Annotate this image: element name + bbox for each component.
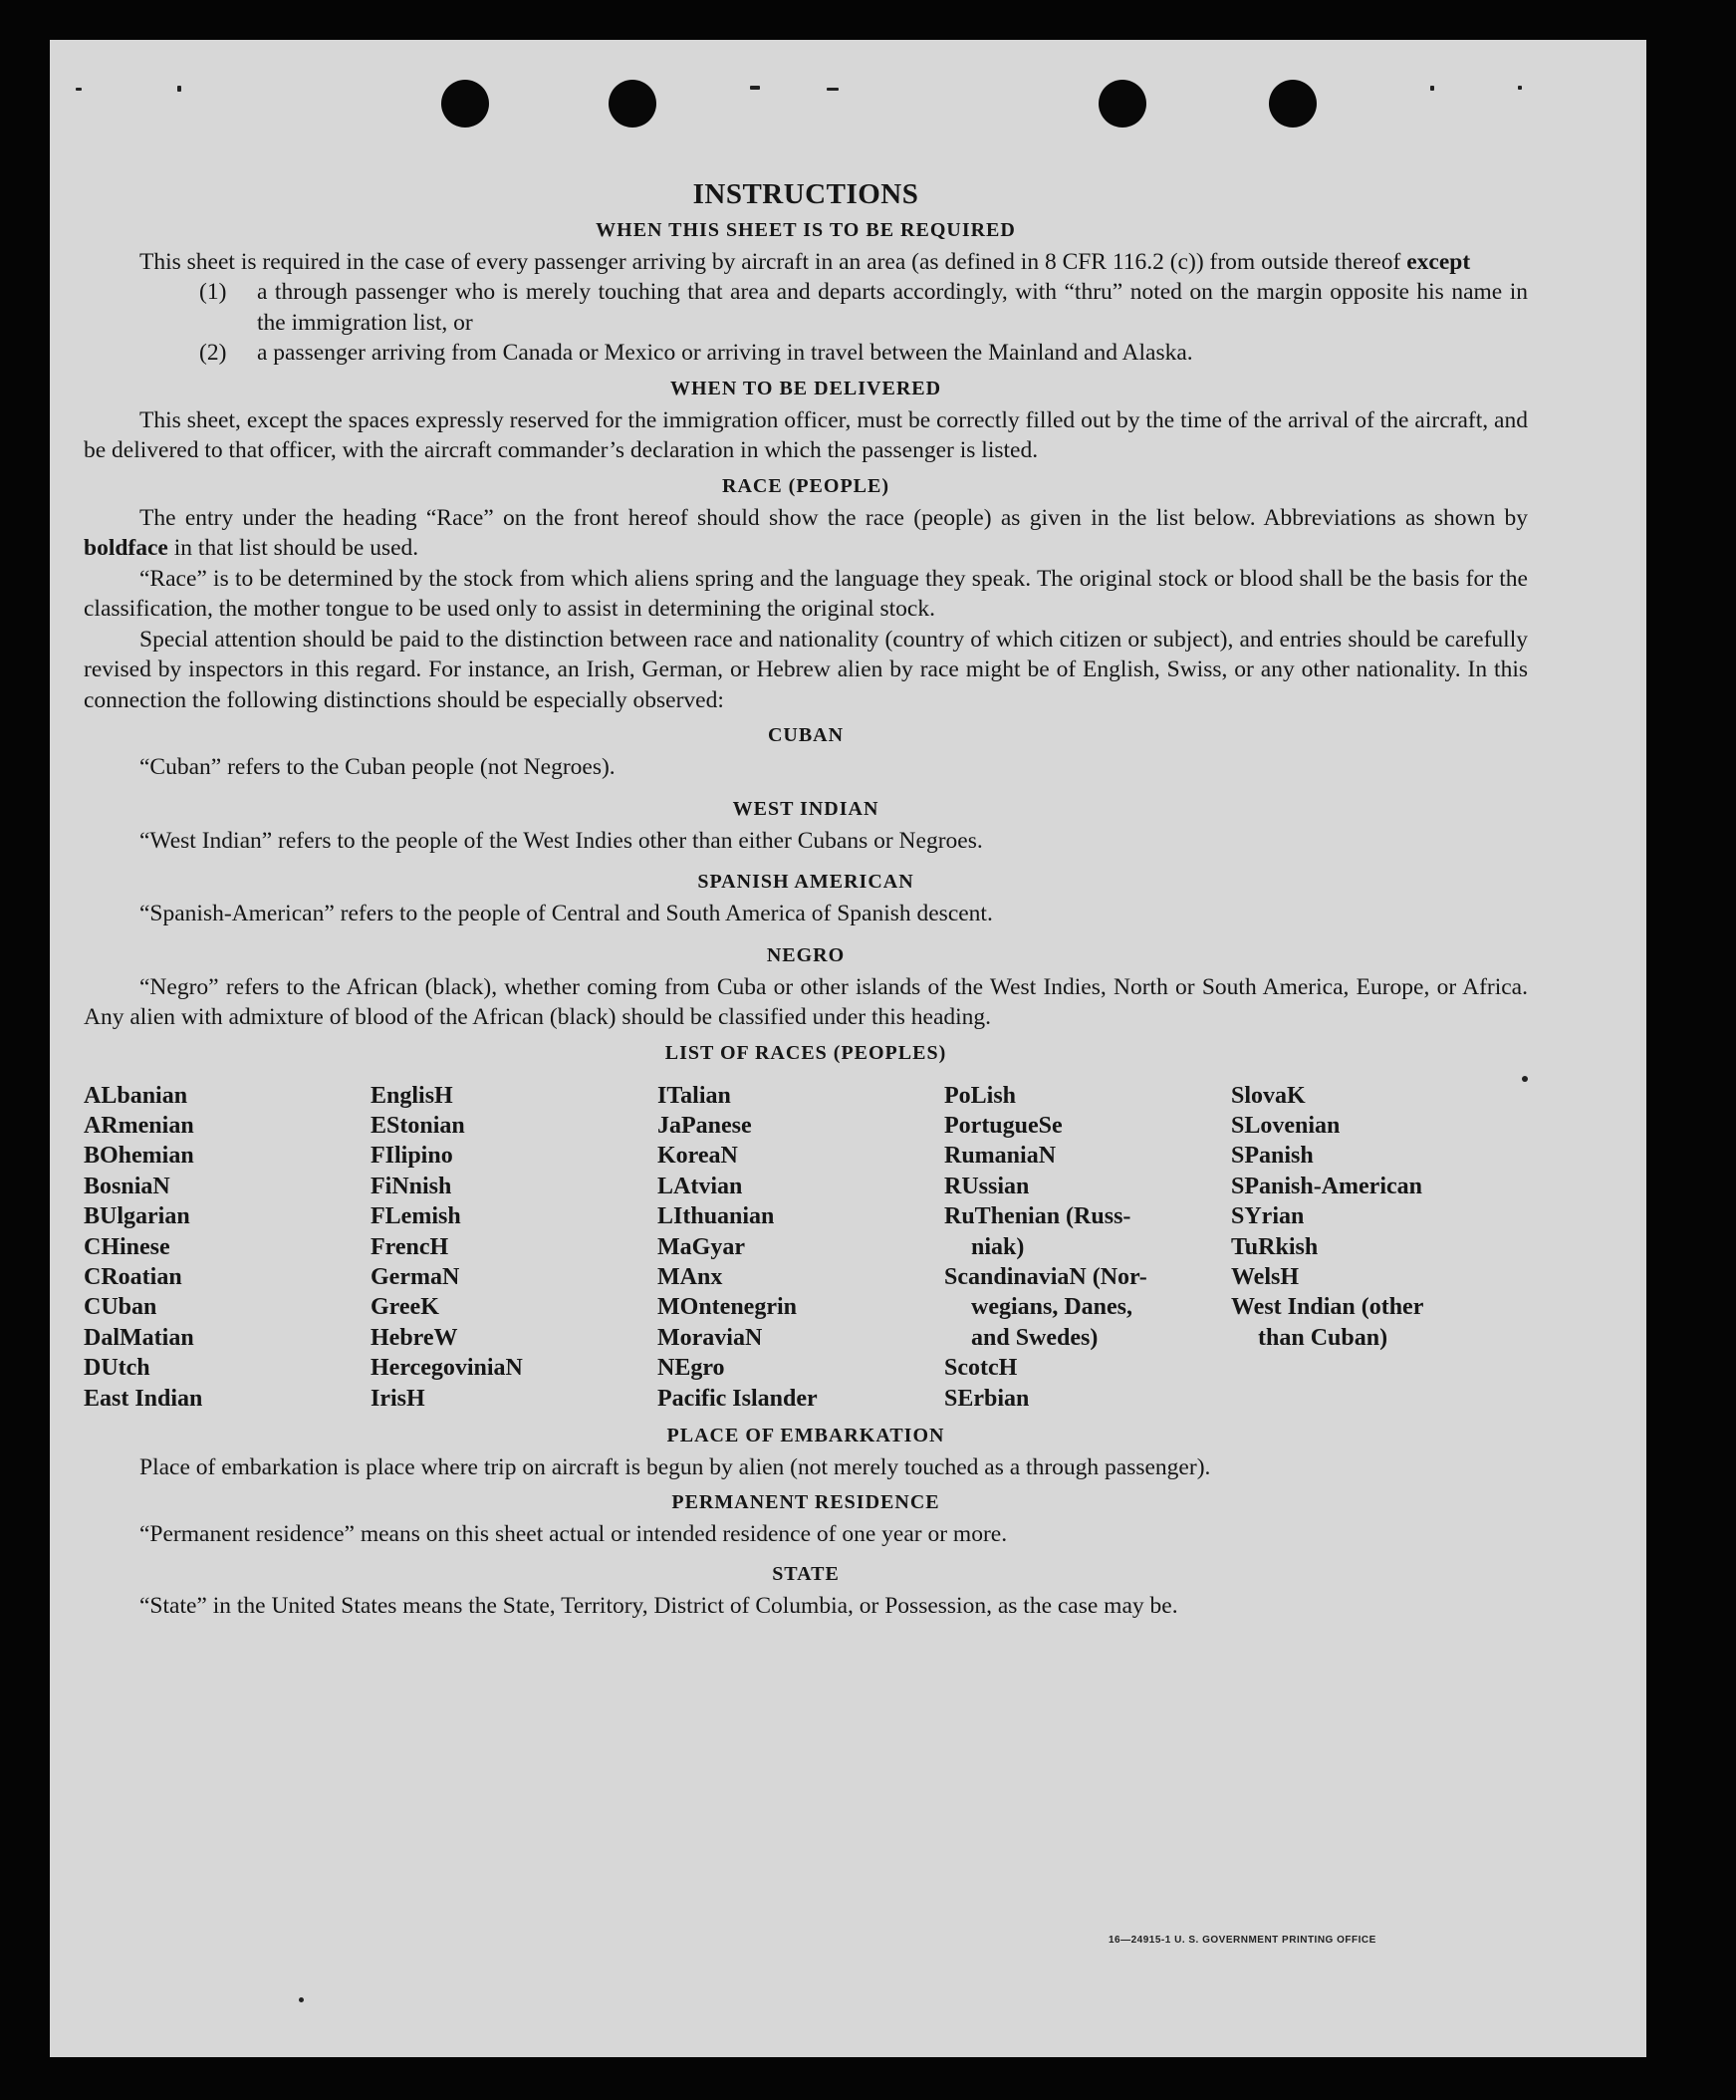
race-entry: BOhemian xyxy=(84,1143,194,1170)
embarkation-text: Place of embarkation is place where trip on aircraft is begun by alien (not merely touched as a through passenger). xyxy=(139,1453,1211,1480)
speck xyxy=(76,88,82,91)
punch-hole xyxy=(609,80,656,128)
race-entry: MoraviaN xyxy=(657,1324,763,1351)
race-entry: West Indian (other xyxy=(1231,1294,1424,1321)
heading-west-indian: WEST INDIAN xyxy=(732,797,879,820)
heading-required: WHEN THIS SHEET IS TO BE REQUIRED xyxy=(596,218,1016,241)
required-intro-text: This sheet is required in the case of every passenger arriving by aircraft in an area (as defined in 8 CFR 116.2 (c)) from outside thereof xyxy=(139,248,1401,275)
race-entry: NEgro xyxy=(657,1355,725,1382)
race-entry: FLemish xyxy=(371,1203,461,1230)
race-entry: ScandinaviaN (Nor- xyxy=(944,1263,1147,1290)
race-entry: RumaniaN xyxy=(944,1143,1057,1170)
spanish-american-text: “Spanish-American” refers to the people of Central and South America of Spanish descent. xyxy=(139,901,993,926)
race-entry: EnglisH xyxy=(371,1082,453,1109)
race-entry: LAtvian xyxy=(657,1173,743,1199)
race-entry: LIthuanian xyxy=(657,1203,775,1230)
race-entry: niak) xyxy=(971,1233,1025,1260)
races-column xyxy=(371,1081,657,1414)
race-entry: WelsH xyxy=(1231,1263,1300,1290)
race-entry: SYrian xyxy=(1231,1203,1305,1230)
race-entry: BosniaN xyxy=(84,1173,170,1199)
heading-state: STATE xyxy=(772,1562,840,1585)
state-text: “State” in the United States means the State, Territory, District of Columbia, or Possession, as the case may be. xyxy=(139,1592,1178,1619)
cuban-text: “Cuban” refers to the Cuban people (not Negroes). xyxy=(139,754,616,780)
race-entry: RUssian xyxy=(944,1173,1030,1199)
page-title: INSTRUCTIONS xyxy=(692,178,919,210)
race-entry: MaGyar xyxy=(657,1233,745,1260)
heading-negro: NEGRO xyxy=(766,943,846,966)
heading-race: RACE (PEOPLE) xyxy=(722,474,889,497)
item-text: a through passenger who is merely touching that area and departs accordingly, with “thru” noted on the margin opposite his name in the immigration list, or xyxy=(257,279,1528,336)
residence-text: “Permanent residence” means on this sheet actual or intended residence of one year or more. xyxy=(139,1521,1008,1548)
race-entry: East Indian xyxy=(84,1385,203,1412)
item-text: a passenger arriving from Canada or Mexico or arriving in travel between the Mainland and Alaska. xyxy=(257,340,1193,366)
race-entry: MAnx xyxy=(657,1263,723,1290)
item-number: (2) xyxy=(199,340,227,366)
race-entry: Pacific Islander xyxy=(657,1385,818,1412)
document-page xyxy=(50,40,1646,2057)
race-entry: HercegoviniaN xyxy=(371,1355,523,1382)
speck xyxy=(177,86,181,92)
race-entry: ITalian xyxy=(657,1082,731,1109)
race-entry: GreeK xyxy=(371,1294,439,1321)
races-list xyxy=(84,1081,1528,1414)
race-entry: JaPanese xyxy=(657,1112,752,1139)
races-column xyxy=(944,1081,1231,1414)
race-entry: DUtch xyxy=(84,1355,150,1382)
race-entry: SPanish xyxy=(1231,1143,1314,1170)
race-p1-bold: boldface xyxy=(84,535,168,561)
race-entry: MOntenegrin xyxy=(657,1294,797,1321)
race-entry: KoreaN xyxy=(657,1143,738,1170)
race-entry: BUlgarian xyxy=(84,1203,190,1230)
race-entry: FIlipino xyxy=(371,1143,453,1170)
speck xyxy=(1430,86,1434,91)
race-entry: SErbian xyxy=(944,1385,1030,1412)
race-entry: SPanish-American xyxy=(1231,1173,1422,1199)
heading-embarkation: PLACE OF EMBARKATION xyxy=(666,1424,945,1446)
speck xyxy=(827,88,839,91)
speck xyxy=(299,1997,304,2002)
race-paragraph-1 xyxy=(84,503,1528,564)
race-entry: wegians, Danes, xyxy=(971,1294,1133,1321)
race-entry: CUban xyxy=(84,1294,157,1321)
race-entry: and Swedes) xyxy=(971,1324,1099,1351)
item-number: (1) xyxy=(199,279,227,305)
races-column xyxy=(657,1081,944,1414)
negro-text: “Negro” refers to the African (black), whether coming from Cuba or other islands of the West Indies, North or South America, Europe, or Africa. Any alien with admixture of blood of the African (black) should be classified under this heading. xyxy=(84,973,1528,1030)
race-entry: ScotcH xyxy=(944,1355,1018,1382)
heading-delivered: WHEN TO BE DELIVERED xyxy=(669,377,942,399)
race-entry: than Cuban) xyxy=(1258,1324,1388,1351)
punch-hole xyxy=(441,80,489,128)
list-item xyxy=(84,277,1528,338)
race-entry: FrencH xyxy=(371,1233,449,1260)
race-entry: PoLish xyxy=(944,1082,1017,1109)
heading-cuban: CUBAN xyxy=(767,724,845,746)
heading-spanish-american: SPANISH AMERICAN xyxy=(697,871,914,893)
race-paragraph-2: “Race” is to be determined by the stock from which aliens spring and the language they speak. The original stock or blood shall be the basis for the classification, the mother tongue to be used only to assist in determining the original stock. xyxy=(84,565,1528,622)
required-intro-bold: except xyxy=(1406,248,1471,275)
race-p1-end: in that list should be used. xyxy=(173,535,419,561)
instructions-body xyxy=(84,179,1528,1621)
race-entry: RuThenian (Russ- xyxy=(944,1203,1131,1230)
race-entry: GermaN xyxy=(371,1263,460,1290)
delivered-text: This sheet, except the spaces expressly reserved for the immigration officer, must be correctly filled out by the time of the arrival of the aircraft, and be delivered to that officer, with the aircraft commander’s declaration in which the passenger is listed. xyxy=(84,406,1528,463)
race-entry: DalMatian xyxy=(84,1324,194,1351)
race-entry: PortugueSe xyxy=(944,1112,1063,1139)
required-intro xyxy=(84,247,1528,278)
race-entry: SlovaK xyxy=(1231,1082,1306,1109)
list-item xyxy=(84,338,1528,369)
west-indian-text: “West Indian” refers to the people of the West Indies other than either Cubans or Negroes. xyxy=(139,827,983,854)
race-entry: CHinese xyxy=(84,1233,170,1260)
punch-hole xyxy=(1269,80,1317,128)
race-entry: CRoatian xyxy=(84,1263,182,1290)
punch-hole xyxy=(1099,80,1146,128)
race-entry: ARmenian xyxy=(84,1112,194,1139)
race-p1-text: The entry under the heading “Race” on the front hereof should show the race (people) as given in the list below. Abbreviations as shown by xyxy=(139,504,1528,531)
race-entry: TuRkish xyxy=(1231,1233,1319,1260)
printing-office-code: 16—24915-1 U. S. GOVERNMENT PRINTING OFFICE xyxy=(1109,1935,1376,1946)
race-entry: ALbanian xyxy=(84,1082,188,1109)
race-entry: IrisH xyxy=(371,1385,425,1412)
heading-permanent-residence: PERMANENT RESIDENCE xyxy=(671,1491,940,1514)
race-paragraph-3: Special attention should be paid to the distinction between race and nationality (country of which citizen or subject), and entries should be carefully revised by inspectors in this regard. For instance, an Irish, German, or Hebrew alien by race might be of English, Swiss, or any other nationality. In this connection the following distinctions should be especially observed: xyxy=(84,626,1528,713)
race-entry: SLovenian xyxy=(1231,1112,1341,1139)
race-entry: FiNnish xyxy=(371,1173,452,1199)
speck xyxy=(750,86,760,90)
race-entry: HebreW xyxy=(371,1324,458,1351)
races-column xyxy=(84,1081,371,1414)
races-column xyxy=(1231,1081,1518,1414)
heading-list-of-races: LIST OF RACES (PEOPLES) xyxy=(664,1041,947,1064)
speck xyxy=(1518,86,1522,90)
race-entry: EStonian xyxy=(371,1112,465,1139)
